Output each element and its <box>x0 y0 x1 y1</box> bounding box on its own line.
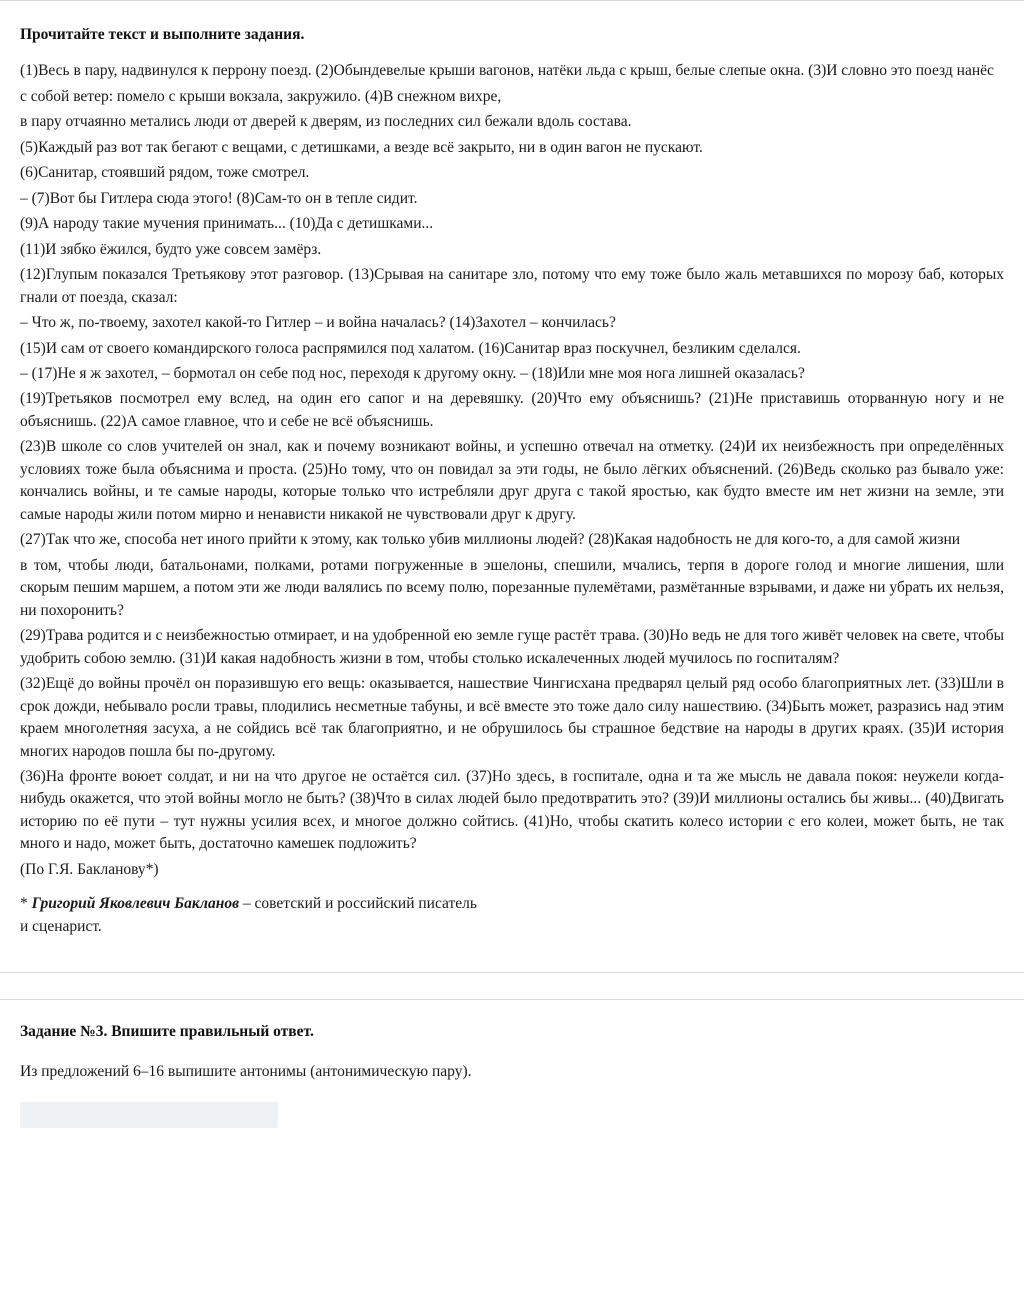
text-paragraph: с собой ветер: помело с крыши вокзала, закружило. (4)В снежном вихре, <box>20 87 502 105</box>
footnote-author-desc: – советский и российский писатель <box>239 895 477 913</box>
section-divider <box>0 972 1024 1000</box>
text-paragraph: (23)В школе со слов учителей он знал, как и почему возникают войны, и успешно отвечал на отметку. (24)И их неизбежность при определённых условиях тоже была объяснима и проста. (25)Но тому, что он повидал за эти годы, не было лёгких объяснений. (26)Ведь сколько раз бывало уже: кончались войны, и те самые народы, которые только что истребляли друг друга с такой яростью, как будто вместе им нет жизни на земле, эти самые народы жили потом мирно и ненависти никакой не чувствовали друг к другу. <box>20 438 1004 523</box>
text-paragraph: (1)Весь в пару, надвинулся к перрону поезд. (2)Обындевелые крыши вагонов, натёки льда с крыш, белые слепые окна. (3)И словно это поезд нанёс <box>20 62 994 80</box>
reading-text-block <box>0 25 1024 938</box>
instruction-heading: Прочитайте текст и выполните задания. <box>20 26 305 43</box>
text-paragraph: – (7)Вот бы Гитлера сюда этого! (8)Сам-то он в тепле сидит. <box>20 189 418 207</box>
text-paragraph: (5)Каждый раз вот так бегают с вещами, с детишками, а везде всё закрыто, ни в один вагон не пускают. <box>20 138 703 156</box>
text-paragraph: (27)Так что же, способа нет иного прийти к этому, как только убив миллионы людей? (28)Какая надобность не для кого-то, а для самой жизни <box>20 531 961 549</box>
page-top-rule <box>0 0 1024 7</box>
text-paragraph: (19)Третьяков посмотрел ему вслед, на один его сапог и на деревяшку. (20)Что ему объяснишь? (21)Не приставишь оторванную ногу и не объяснишь. (22)А самое главное, что и себе не всё объяснишь. <box>20 390 1004 430</box>
text-paragraph: (9)А народу такие мучения принимать... (10)Да с детишками... <box>20 215 434 233</box>
text-paragraph: (11)И зябко ёжился, будто уже совсем замёрз. <box>20 240 322 258</box>
footnote-author <box>20 893 1004 915</box>
text-paragraph: в том, чтобы люди, батальонами, полками, ротами погруженные в эшелоны, спешили, мчались, терпя в дороге голод и многие лишения, шли скорым пешим маршем, а потом эти же люди валялись по всему полю, порезанные пулемётами, размётанные взрывами, и даже ни убрать их нельзя, ни похоронить? <box>20 556 1004 619</box>
text-paragraph: (15)И сам от своего командирского голоса распрямился под халатом. (16)Санитар враз поскучнел, безликим сделался. <box>20 339 801 357</box>
page-bottom-pad <box>0 1128 1024 1166</box>
text-paragraph: – Что ж, по-твоему, захотел какой-то Гитлер – и война началась? (14)Захотел – кончилась? <box>20 314 616 332</box>
task-block <box>0 1023 1024 1127</box>
answer-input[interactable] <box>20 1102 278 1128</box>
text-paragraph: в пару отчаянно метались люди от дверей к дверям, из последних сил бежали вдоль состава. <box>20 113 632 131</box>
text-paragraph: (6)Санитар, стоявший рядом, тоже смотрел. <box>20 164 310 182</box>
text-paragraph: (36)На фронте воюет солдат, и ни на что другое не остаётся сил. (37)Но здесь, в госпитале, одна и та же мысль не давала покоя: неужели когда-нибудь окажется, что этой войны могло не быть? (38)Что в силах людей было предотвратить это? (39)И миллионы остались бы живы... (40)Двигать историю по её пути – тут нужны усилия всех, и многое должно сойтись. (41)Но, чтобы скатить колесо истории с его колеи, может быть, не так много и надо, может быть, достаточно камешек подложить? <box>20 767 1004 853</box>
footnote-star: * <box>20 895 32 913</box>
task-title: Задание №3. Впишите правильный ответ. <box>20 1023 314 1041</box>
text-paragraph: (29)Трава родится и с неизбежностью отмирает, и на удобренной ею земле гуще растёт трава. (30)Но ведь не для того живёт человек на свете, чтобы удобрить собою землю. (31)И какая надобность жизни в том, чтобы столько искалеченных людей мучилось по госпиталям? <box>20 627 1004 667</box>
footnote-author-line2: и сценарист. <box>20 917 102 935</box>
task-question: Из предложений 6–16 выпишите антонимы (антонимическую пару). <box>20 1063 472 1081</box>
paragraph-spacer <box>20 884 1004 893</box>
text-paragraph: (32)Ещё до войны прочёл он поразившую его вещь: оказывается, нашествие Чингисхана предварял целый ряд особо благоприятных лет. (33)Шли в срок дожди, небывало росли травы, плодились несметные табуны, и всё вместе это тоже дало силу нашествию. (34)Быть может, разразись над этим краем многолетняя засуха, а не сойдись всё так благоприятно, и не обрушилось бы страшное бедствие на народы в других краях. (35)И история многих народов пошла бы по-другому. <box>20 675 1004 760</box>
footnote-author-name: Григорий Яковлевич Бакланов <box>31 895 240 913</box>
text-source-attribution: (По Г.Я. Бакланову*) <box>20 860 159 878</box>
text-paragraph: (12)Глупым показался Третьякову этот разговор. (13)Срывая на санитаре зло, потому что ему тоже было жаль метавшихся по морозу баб, которых гнали от поезда, сказал: <box>20 266 1004 306</box>
text-paragraph: – (17)Не я ж захотел, – бормотал он себе под нос, переходя к другому окну. – (18)Или мне моя нога лишней оказалась? <box>20 365 805 382</box>
